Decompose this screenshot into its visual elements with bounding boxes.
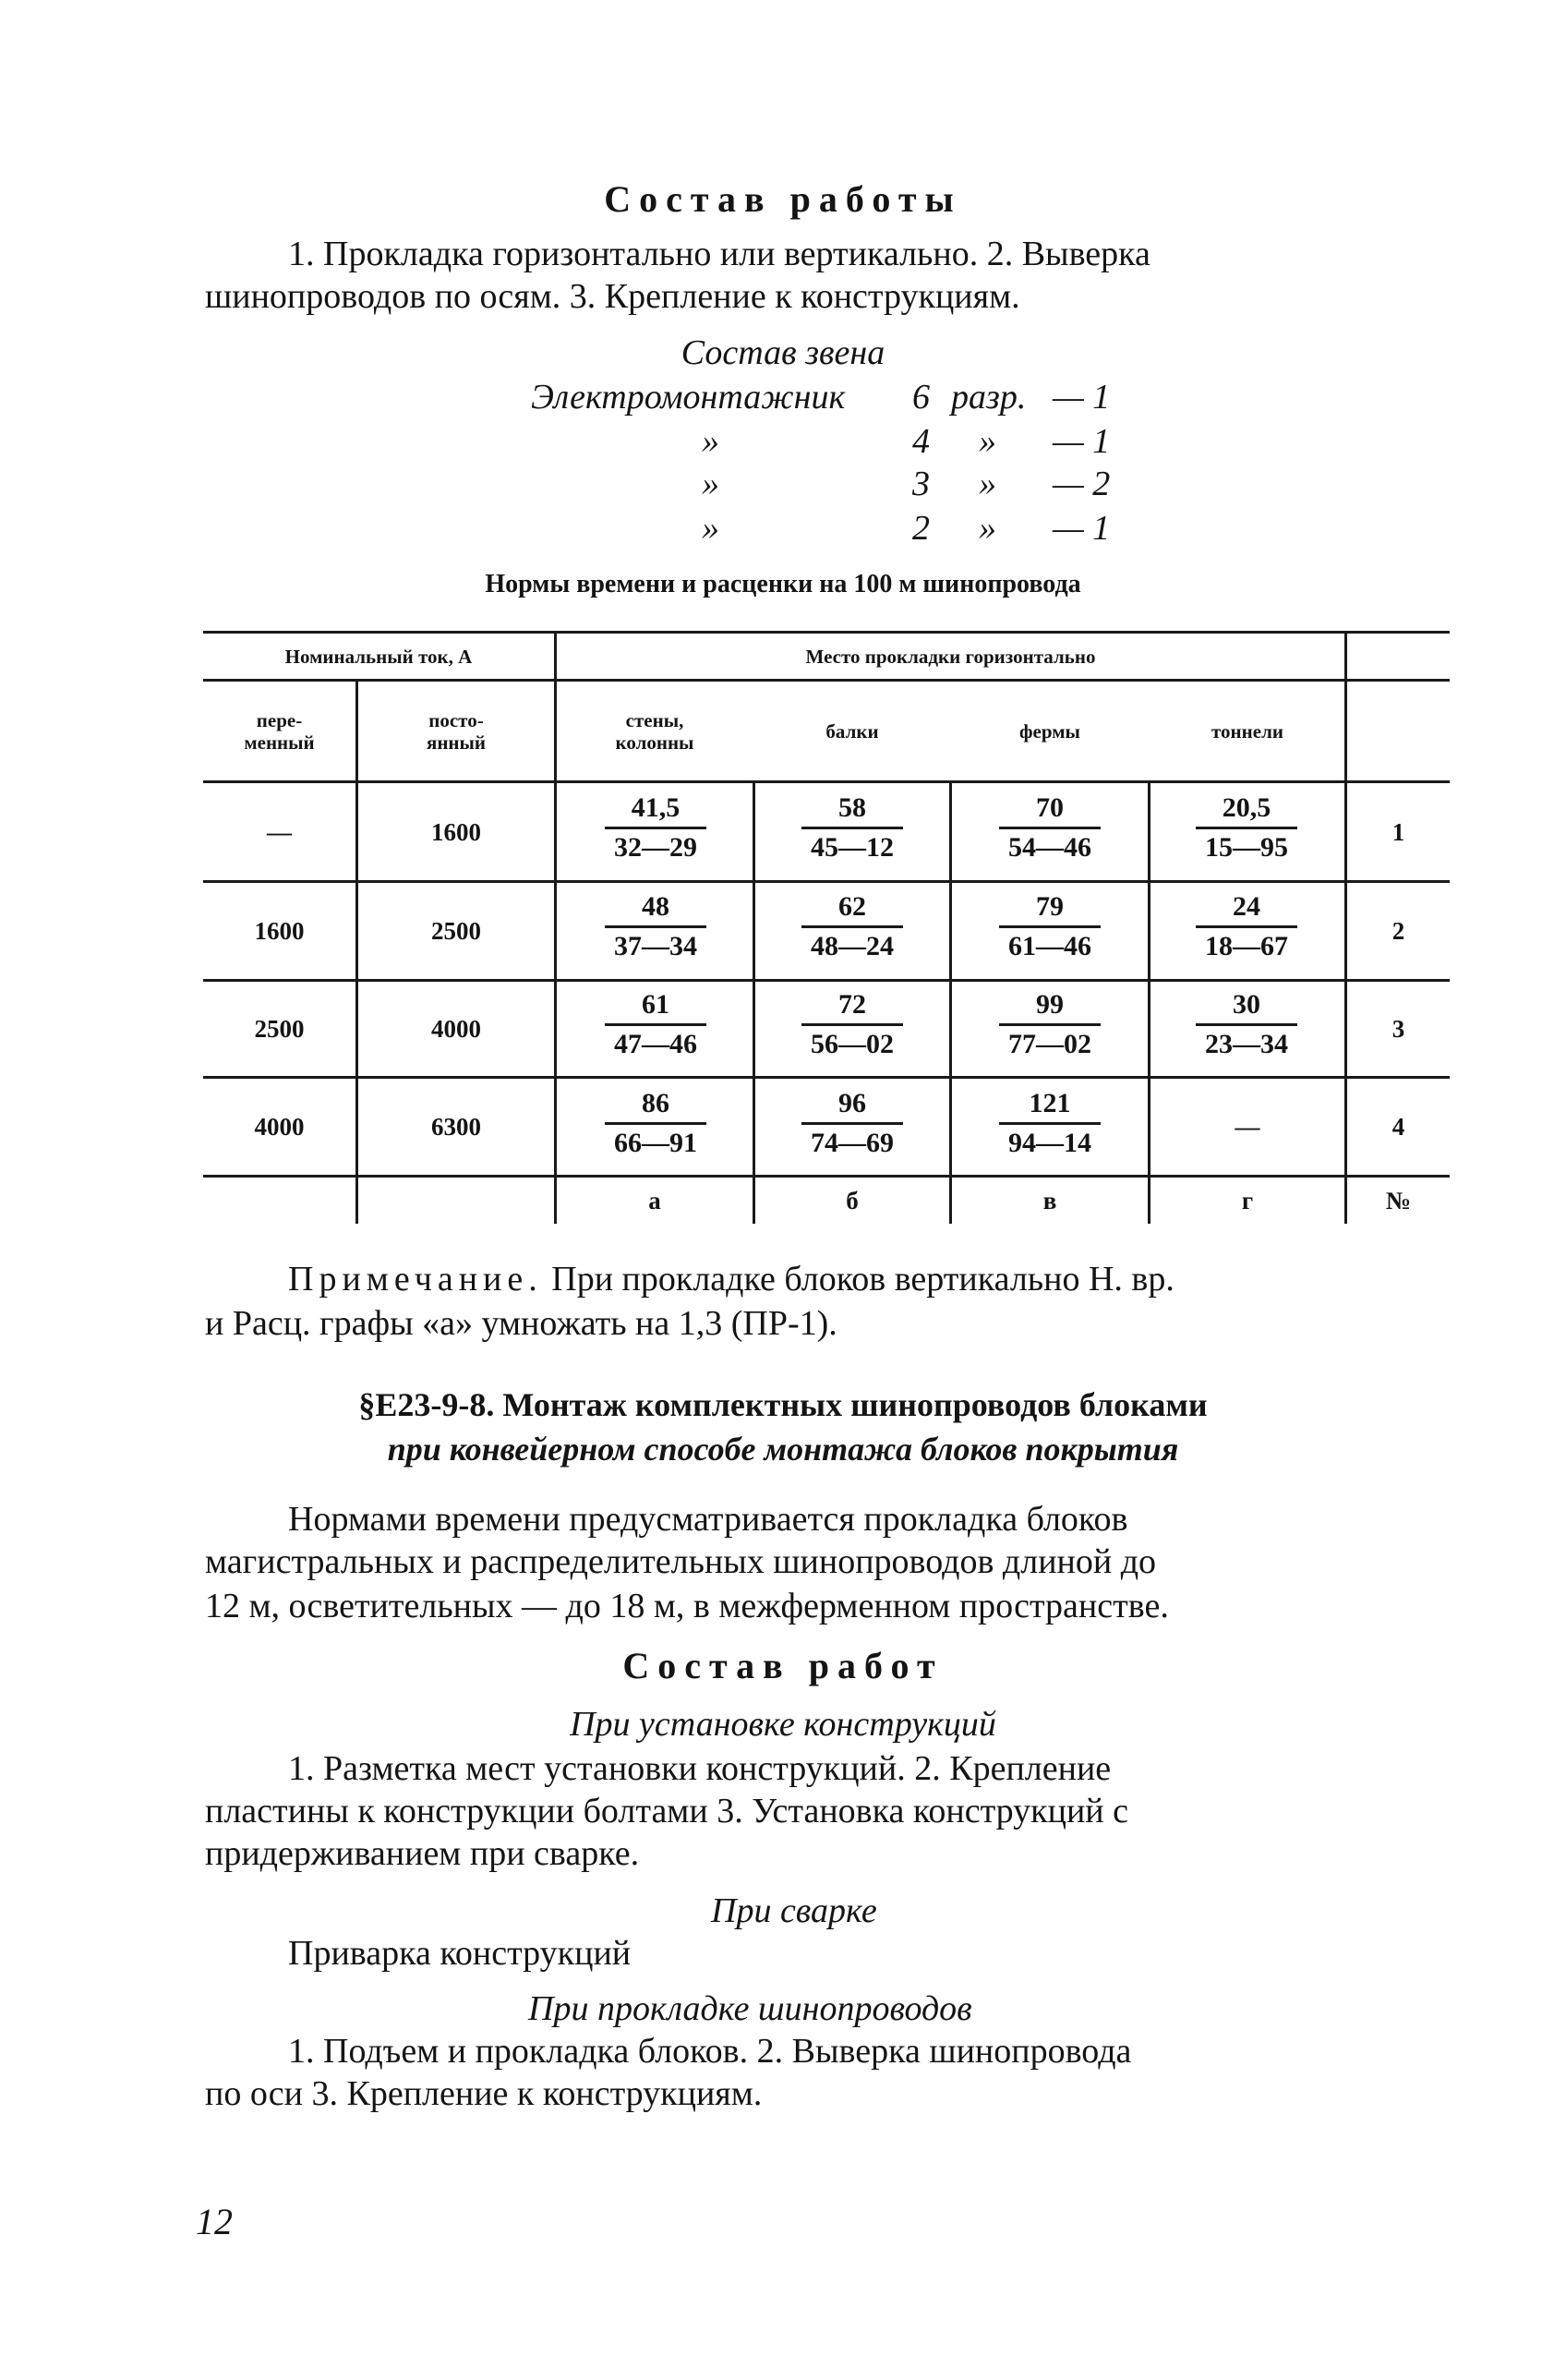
crew-row-4-unit: » (979, 509, 996, 548)
crew-row-4-grade: 2 (912, 509, 930, 548)
row4-col-b: $\frac{96}{74—69}$ (801, 1085, 903, 1162)
row3-col-a: $\frac{61}{47—46}$ (605, 986, 706, 1063)
works-title: Состав работ (622, 1645, 944, 1686)
header-tunnels: тоннели (1211, 719, 1283, 743)
header-trusses: фермы (1019, 719, 1080, 743)
crew-row-2-unit: » (979, 422, 996, 461)
crew-row-1-count: — 1 (1053, 378, 1111, 417)
sub1-line3: придерживанием при сварке. (205, 1834, 640, 1873)
footer-col-c: в (1042, 1187, 1057, 1214)
row3-col-c: $\frac{99}{77—02}$ (999, 986, 1101, 1063)
intro-line1: Нормами времени предусматривается прокладка блоков (288, 1500, 1128, 1539)
row4-col-d: — (1235, 1113, 1260, 1141)
sub1-title: При установке конструкций (570, 1705, 996, 1744)
intro-line3: 12 м, осветительных — до 18 м, в межферменном пространстве. (205, 1587, 1169, 1625)
sub3-title: При прокладке шинопроводов (528, 1989, 972, 2028)
header-dc: посто- янный (426, 708, 487, 754)
work-composition-title: Состав работы (604, 178, 962, 220)
crew-row-1-grade: 6 (912, 378, 930, 417)
crew-row-1-role: Электромонтажник (531, 378, 846, 417)
row2-ac: 1600 (254, 917, 305, 945)
section-heading-line2: при конвейерном способе монтажа блоков покрытия (387, 1431, 1179, 1468)
row4-ac: 4000 (254, 1113, 305, 1141)
row1-col-b: $\frac{58}{45—12}$ (801, 790, 903, 866)
section-heading-line1: §Е23-9-8. Монтаж комплектных шинопроводов блоками (358, 1386, 1208, 1423)
crew-row-2-role: » (702, 422, 719, 461)
footer-col-b: б (846, 1187, 859, 1214)
crew-row-1-unit: разр. (951, 378, 1027, 417)
footer-col-d: г (1241, 1187, 1254, 1214)
crew-row-4-role: » (702, 509, 719, 548)
sub3-line2: по оси 3. Крепление к конструкциям. (205, 2074, 763, 2113)
row2-col-b: $\frac{62}{48—24}$ (801, 888, 903, 965)
table-caption: Нормы времени и расценки на 100 м шинопровода (485, 570, 1081, 598)
table-col-divider (753, 780, 755, 1224)
header-beams: балки (825, 719, 879, 743)
row4-col-a: $\frac{86}{66—91}$ (605, 1085, 706, 1162)
crew-row-2-grade: 4 (912, 422, 930, 461)
header-walls-columns: стены, колонны (615, 708, 694, 754)
row3-col-d: $\frac{30}{23—34}$ (1196, 986, 1297, 1063)
note-line1: Примечание. При прокладке блоков вертикально Н. вр. (288, 1260, 1174, 1299)
footer-number: № (1385, 1187, 1412, 1214)
row4-col-c: $\frac{121}{94—14}$ (999, 1085, 1101, 1162)
row1-col-c: $\frac{70}{54—46}$ (999, 790, 1101, 866)
row3-number: 3 (1391, 1015, 1405, 1043)
header-rated-current: Номинальный ток, А (284, 645, 473, 668)
crew-row-3-unit: » (979, 465, 996, 503)
crew-title: Состав звена (681, 333, 885, 372)
sub2-title: При сварке (711, 1891, 877, 1930)
crew-row-4-count: — 1 (1053, 509, 1111, 548)
sub1-line1: 1. Разметка мест установки конструкций. 2. Крепление (288, 1749, 1112, 1788)
work-composition-line2: шинопроводов по осям. 3. Крепление к конструкциям. (205, 277, 1020, 316)
row1-number: 1 (1391, 817, 1405, 846)
row3-dc: 4000 (431, 1015, 481, 1043)
row2-col-a: $\frac{48}{37—34}$ (605, 888, 706, 965)
intro-line2: магистральных и распределительных шинопроводов длиной до (205, 1542, 1157, 1581)
crew-row-3-grade: 3 (912, 465, 930, 503)
row3-col-b: $\frac{72}{56—02}$ (801, 986, 903, 1063)
table-col-divider (949, 780, 952, 1224)
row2-dc: 2500 (431, 917, 481, 945)
sub3-line1: 1. Подъем и прокладка блоков. 2. Выверка шинопровода (288, 2032, 1132, 2071)
footer-col-a: а (648, 1187, 661, 1214)
page-number: 12 (196, 2201, 233, 2242)
header-ac: пере- менный (244, 708, 315, 754)
header-laying-place: Место прокладки горизонтально (805, 645, 1096, 668)
row2-number: 2 (1391, 917, 1405, 945)
row4-dc: 6300 (431, 1113, 481, 1141)
row2-col-d: $\frac{24}{18—67}$ (1196, 888, 1297, 965)
note-line2: и Расц. графы «а» умножать на 1,3 (ПР-1). (205, 1304, 837, 1343)
row1-dc: 1600 (431, 817, 481, 846)
sub2-line1: Приварка конструкций (288, 1934, 632, 1973)
row1-col-a: $\frac{41,5}{32—29}$ (605, 790, 706, 866)
row2-col-c: $\frac{79}{61—46}$ (999, 888, 1101, 965)
work-composition-line1: 1. Прокладка горизонтально или вертикально. 2. Выверка (288, 235, 1150, 273)
crew-row-2-count: — 1 (1053, 422, 1111, 461)
crew-row-3-count: — 2 (1053, 465, 1111, 503)
note-label: Примечание. (288, 1260, 543, 1299)
crew-row-3-role: » (702, 465, 719, 503)
row4-number: 4 (1391, 1113, 1405, 1141)
row1-col-d: $\frac{20,5}{15—95}$ (1196, 790, 1297, 866)
row3-ac: 2500 (254, 1015, 305, 1043)
row1-ac: — (267, 817, 292, 846)
sub1-line2: пластины к конструкции болтами 3. Установка конструкций с (205, 1792, 1129, 1830)
